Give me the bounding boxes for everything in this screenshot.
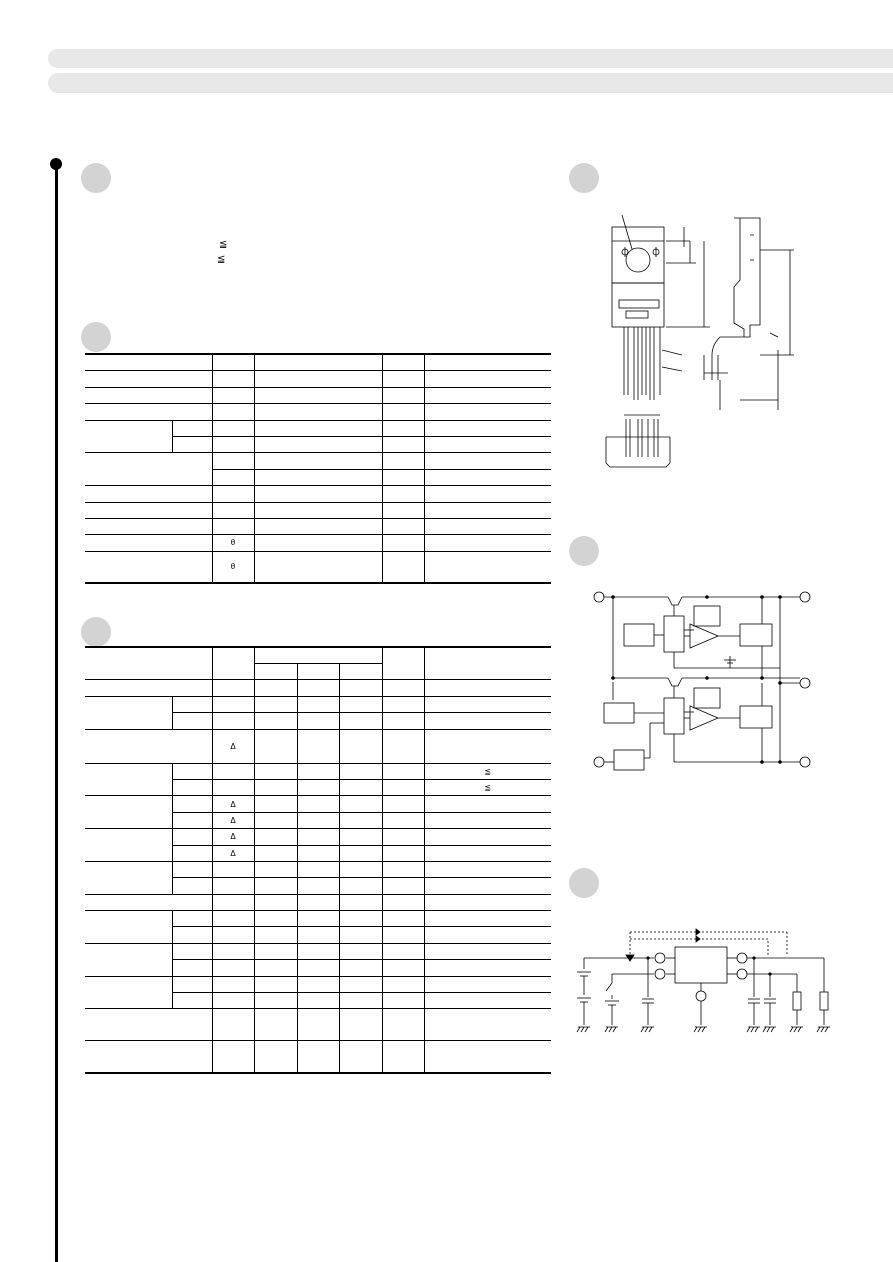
table-row <box>85 894 551 910</box>
table-row <box>85 502 551 518</box>
delta-symbol: Δ <box>230 799 236 809</box>
table-row <box>85 976 551 992</box>
theta-symbol: θ <box>230 562 236 572</box>
delta-symbol: Δ <box>230 848 236 858</box>
table-row <box>85 551 551 583</box>
le-small-symbol: ≦ <box>484 783 492 793</box>
table-row <box>85 404 551 420</box>
absolute-maximum-ratings-table <box>85 353 551 584</box>
table-row <box>85 861 551 877</box>
characteristics-section-bullet <box>81 617 111 647</box>
table-row <box>85 1041 551 1074</box>
table-row <box>85 486 551 502</box>
table-row <box>85 696 551 712</box>
le-small-symbol: ≦ <box>484 766 492 776</box>
application-section-bullet <box>569 868 599 898</box>
block-diagram <box>590 588 820 773</box>
section-rail <box>55 164 58 1262</box>
table-row <box>85 453 551 469</box>
delta-symbol: Δ <box>230 832 236 842</box>
table-row <box>85 371 551 387</box>
table-row <box>85 680 551 696</box>
table-row <box>85 387 551 403</box>
table-row <box>85 943 551 959</box>
application-circuit <box>572 925 832 1037</box>
feature-le-symbol-2: ≦ <box>217 254 226 265</box>
table-row <box>85 796 551 812</box>
features-section-bullet <box>81 163 111 193</box>
theta-symbol: θ <box>230 538 236 548</box>
table-row <box>85 763 551 779</box>
ratings-section-bullet <box>81 322 111 352</box>
table-row <box>85 354 551 371</box>
feature-le-symbol-1: ≦ <box>219 239 228 250</box>
electrical-characteristics-table <box>85 646 551 1074</box>
table-row <box>85 911 551 927</box>
delta-symbol: Δ <box>230 741 236 751</box>
package-outline-drawing <box>600 205 810 470</box>
table-row <box>85 729 551 763</box>
header-band-top <box>48 49 893 68</box>
table-row <box>85 420 551 436</box>
block-diagram-section-bullet <box>569 536 599 566</box>
table-row <box>85 1009 551 1041</box>
table-row <box>85 518 551 534</box>
delta-symbol: Δ <box>230 815 236 825</box>
outline-section-bullet <box>569 163 599 193</box>
table-row <box>85 829 551 845</box>
table-row <box>85 647 551 664</box>
header-band-bottom <box>48 73 893 93</box>
table-row <box>85 535 551 551</box>
